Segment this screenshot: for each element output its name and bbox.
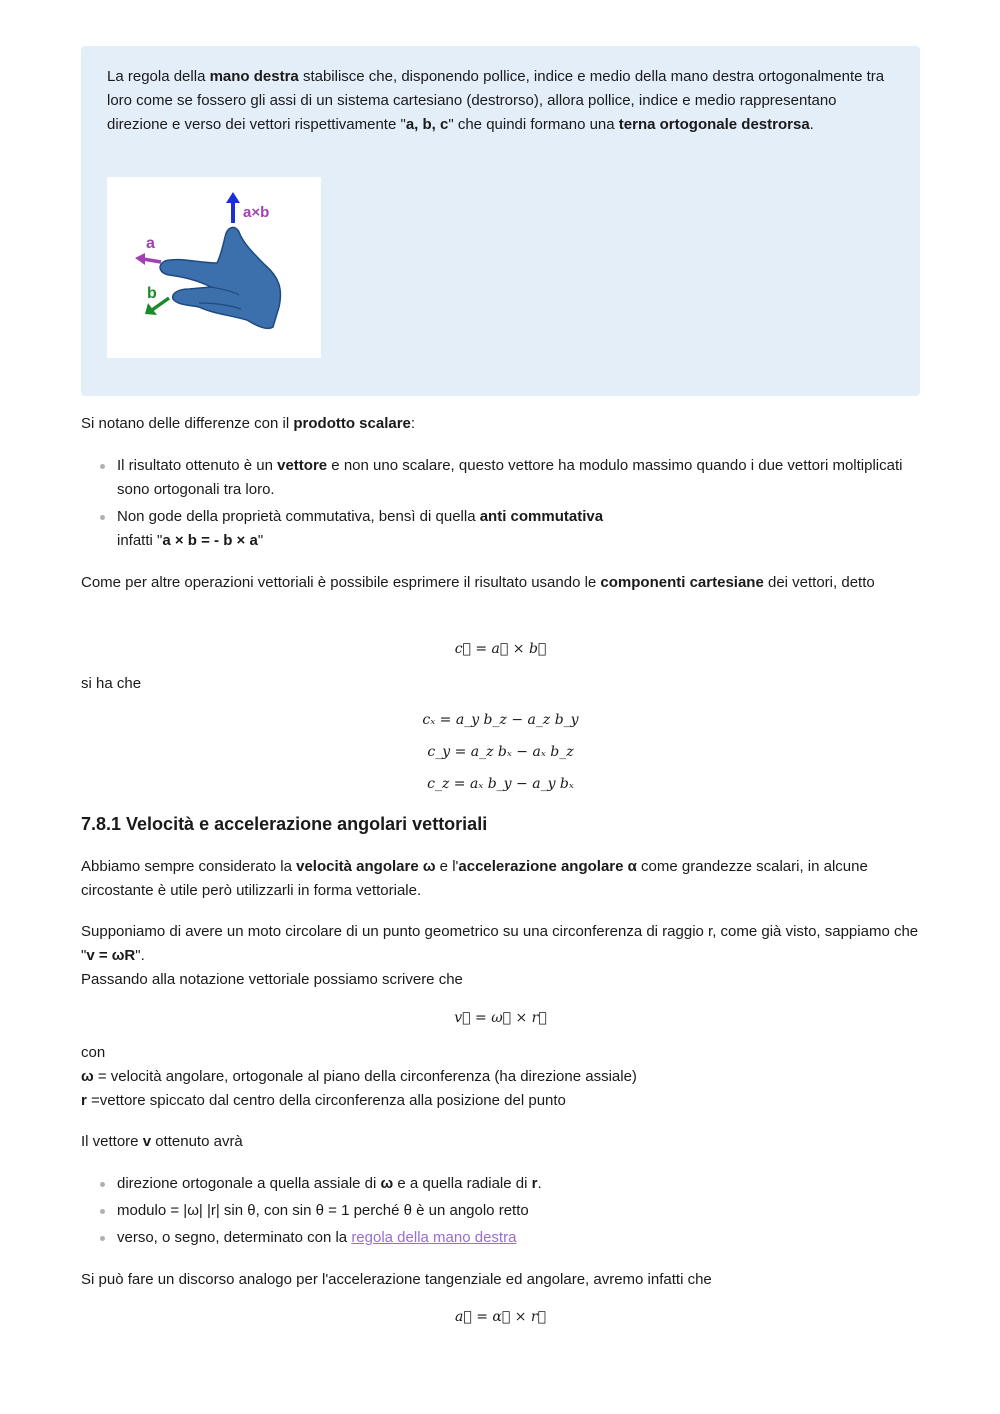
right-hand-rule-link[interactable]: regola della mano destra <box>351 1229 517 1246</box>
section-heading: 7.8.1 Velocità e accelerazione angolari vettoriali <box>81 814 488 834</box>
list-item: Non gode della proprietà commutativa, bensì di quella anti commutativa infatti "a × b = - b × a" <box>81 505 920 553</box>
list-item: verso, o segno, determinato con la regola della mano destra <box>81 1226 920 1250</box>
right-hand-rule-callout <box>81 46 920 396</box>
equation-acceleration: a⃗ = α⃗ × r⃗ <box>455 1309 546 1325</box>
equation-velocity: v⃗ = ω⃗ × r⃗ <box>454 1010 547 1026</box>
list-item: direzione ortogonale a quella assiale di ω e a quella radiale di r. <box>81 1172 920 1196</box>
list-item: modulo = |ω| |r| sin θ, con sin θ = 1 perché θ è un angolo retto <box>81 1199 920 1223</box>
vector-v-paragraph: Il vettore v ottenuto avrà <box>81 1133 243 1150</box>
si-ha-che: si ha che <box>81 675 142 692</box>
equation-cross-product: c⃗ = a⃗ × b⃗ <box>454 641 547 657</box>
label-b: b <box>147 285 157 302</box>
components-paragraph: Come per altre operazioni vettoriali è possibile esprimere il risultato usando le componenti cartesiane dei vettori, detto <box>81 574 875 591</box>
definitions-paragraph: con ω = velocità angolare, ortogonale al piano della circonferenza (ha direzione assiale) r =vettore spiccato dal centro della circonferenza alla posizione del punto <box>81 1044 637 1109</box>
equation-cx: cₓ = a_y b_z − a_z b_y <box>422 712 579 728</box>
scalar-product-intro: Si notano delle differenze con il prodotto scalare: <box>81 415 416 432</box>
angular-paragraph: Abbiamo sempre considerato la velocità angolare ω e l'accelerazione angolare α come grandezze scalari, in alcune circostante è utile però utilizzarli in forma vettoriale. <box>81 858 868 899</box>
vector-properties-list <box>81 1172 920 1253</box>
circular-motion-paragraph: Supponiamo di avere un moto circolare di un punto geometrico su una circonferenza di raggio r, come già visto, sappiamo che "v = ωR". Passando alla notazione vettoriale possiamo scrivere che <box>81 923 919 988</box>
label-axb: a×b <box>243 204 270 221</box>
right-hand-rule-figure <box>107 177 321 358</box>
list-item: Il risultato ottenuto è un vettore e non uno scalare, questo vettore ha modulo massimo quando i due vettori moltiplicati sono ortogonali tra loro. <box>81 454 920 502</box>
differences-list <box>81 454 920 556</box>
analog-paragraph: Si può fare un discorso analogo per l'accelerazione tangenziale ed angolare, avremo infatti che <box>81 1271 712 1288</box>
equation-cy: c_y = a_z bₓ − aₓ b_z <box>427 744 574 760</box>
equation-cz: c_z = aₓ b_y − a_y bₓ <box>427 776 574 792</box>
label-a: a <box>146 235 155 252</box>
callout-text: La regola della mano destra stabilisce che, disponendo pollice, indice e medio della mano destra ortogonalmente tra loro come se fossero gli assi di un sistema cartesiano (destrorso), allora pollice, indice e medio rappresentano direzione e verso dei vettori rispettivamente "a, b, c" che quindi formano una terna ortogonale destrorsa. <box>107 68 885 133</box>
hand-illustration <box>107 177 321 358</box>
